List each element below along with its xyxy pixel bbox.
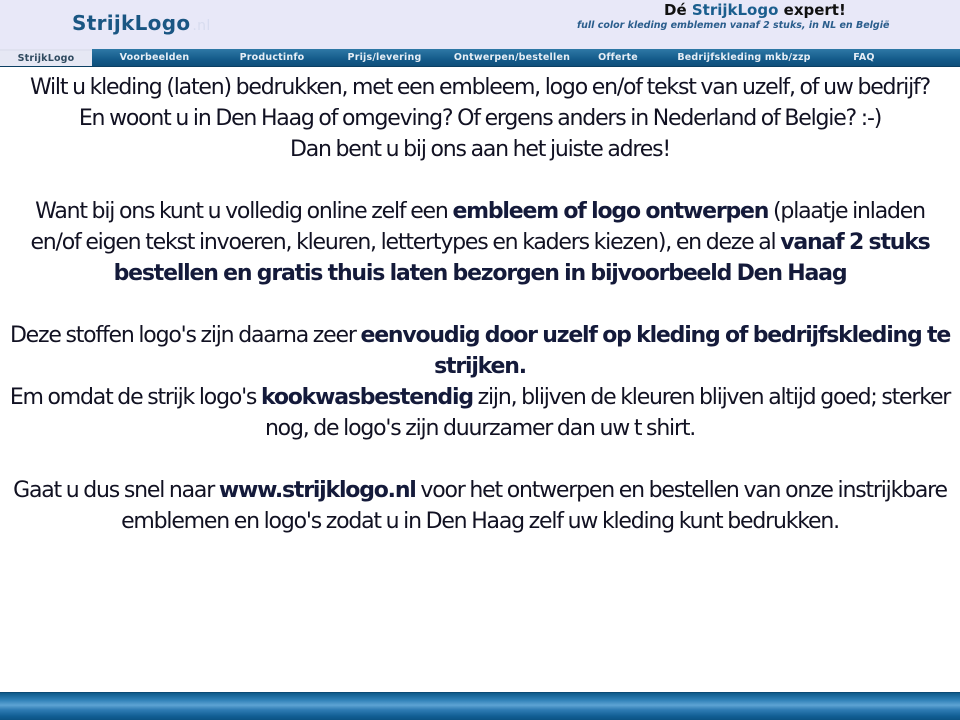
intro-line-1: Wilt u kleding (laten) bedrukken, met een embleem, logo en/of tekst van uzelf, of uw bedrijf? <box>29 75 931 100</box>
main-content <box>0 70 960 688</box>
slogan-prefix: Dé <box>664 1 687 19</box>
slogan-suffix: expert! <box>783 1 846 19</box>
washing-paragraph <box>8 382 952 444</box>
site-logo[interactable] <box>72 11 211 35</box>
slogan-brand: StrijkLogo <box>691 1 779 19</box>
logo-tld: .nl <box>192 18 211 34</box>
washing-text-1: Em omdat de strijk logo's <box>9 385 261 410</box>
footer-bar <box>0 692 960 720</box>
ironing-paragraph <box>8 320 952 382</box>
design-emphasis-2: vanaf 2 stuks bestellen en gratis thuis laten bezorgen in bijvoorbeeld Den Haag <box>113 230 930 286</box>
nav-tab-ontwerpen-bestellen[interactable]: Ontwerpen/bestellen <box>453 52 571 63</box>
design-text-1: Want bij ons kunt u volledig online zelf een <box>35 199 453 224</box>
nav-tab-bedrijfskleding[interactable]: Bedrijfskleding mkb/zzp <box>677 52 811 63</box>
cta-paragraph <box>8 475 952 537</box>
nav-tab-voorbeelden[interactable]: Voorbeelden <box>119 52 190 63</box>
washing-emphasis: kookwasbestendig <box>261 385 473 410</box>
ironing-emphasis-1: eenvoudig door uzelf op kleding of bedrijfskleding te strijken. <box>360 323 951 379</box>
ironing-text-1: Deze stoffen logo's zijn daarna zeer <box>9 323 361 348</box>
nav-tab-offerte[interactable]: Offerte <box>598 52 638 63</box>
slogan <box>664 1 846 19</box>
tagline: full color kleding emblemen vanaf 2 stuks, in NL en België <box>577 20 890 31</box>
logo-text: StrijkLogo <box>72 11 191 35</box>
nav-tab-productinfo[interactable]: Productinfo <box>239 52 305 63</box>
intro-line-2: En woont u in Den Haag of omgeving? Of ergens anders in Nederland of Belgie? :-) <box>78 106 882 131</box>
design-paragraph <box>8 196 952 289</box>
main-navigation <box>0 49 960 67</box>
cta-text-2: voor het ontwerpen en bestellen van onze instrijkbare emblemen en logo's zodat u in Den Haag zelf uw kleding kunt bedrukken. <box>121 478 947 534</box>
cta-text-1: Gaat u dus snel naar <box>13 478 219 503</box>
design-text-2: (plaatje inladen en/of eigen tekst invoeren, kleuren, lettertypes en kaders kiezen), en deze al <box>30 199 925 255</box>
site-header <box>0 0 960 50</box>
website-link[interactable]: www.strijklogo.nl <box>218 478 416 503</box>
design-emphasis-1: embleem of logo ontwerpen <box>452 199 769 224</box>
nav-tab-prijs-levering[interactable]: Prijs/levering <box>347 52 422 63</box>
intro-line-3: Dan bent u bij ons aan het juiste adres! <box>289 137 670 162</box>
washing-text-2: zijn, blijven de kleuren blijven altijd goed; sterker nog, de logo's zijn duurzamer dan uw t shirt. <box>264 385 951 441</box>
nav-tab-faq[interactable]: FAQ <box>853 52 875 63</box>
nav-tab-strijklogo[interactable]: StrijkLogo <box>0 49 92 66</box>
